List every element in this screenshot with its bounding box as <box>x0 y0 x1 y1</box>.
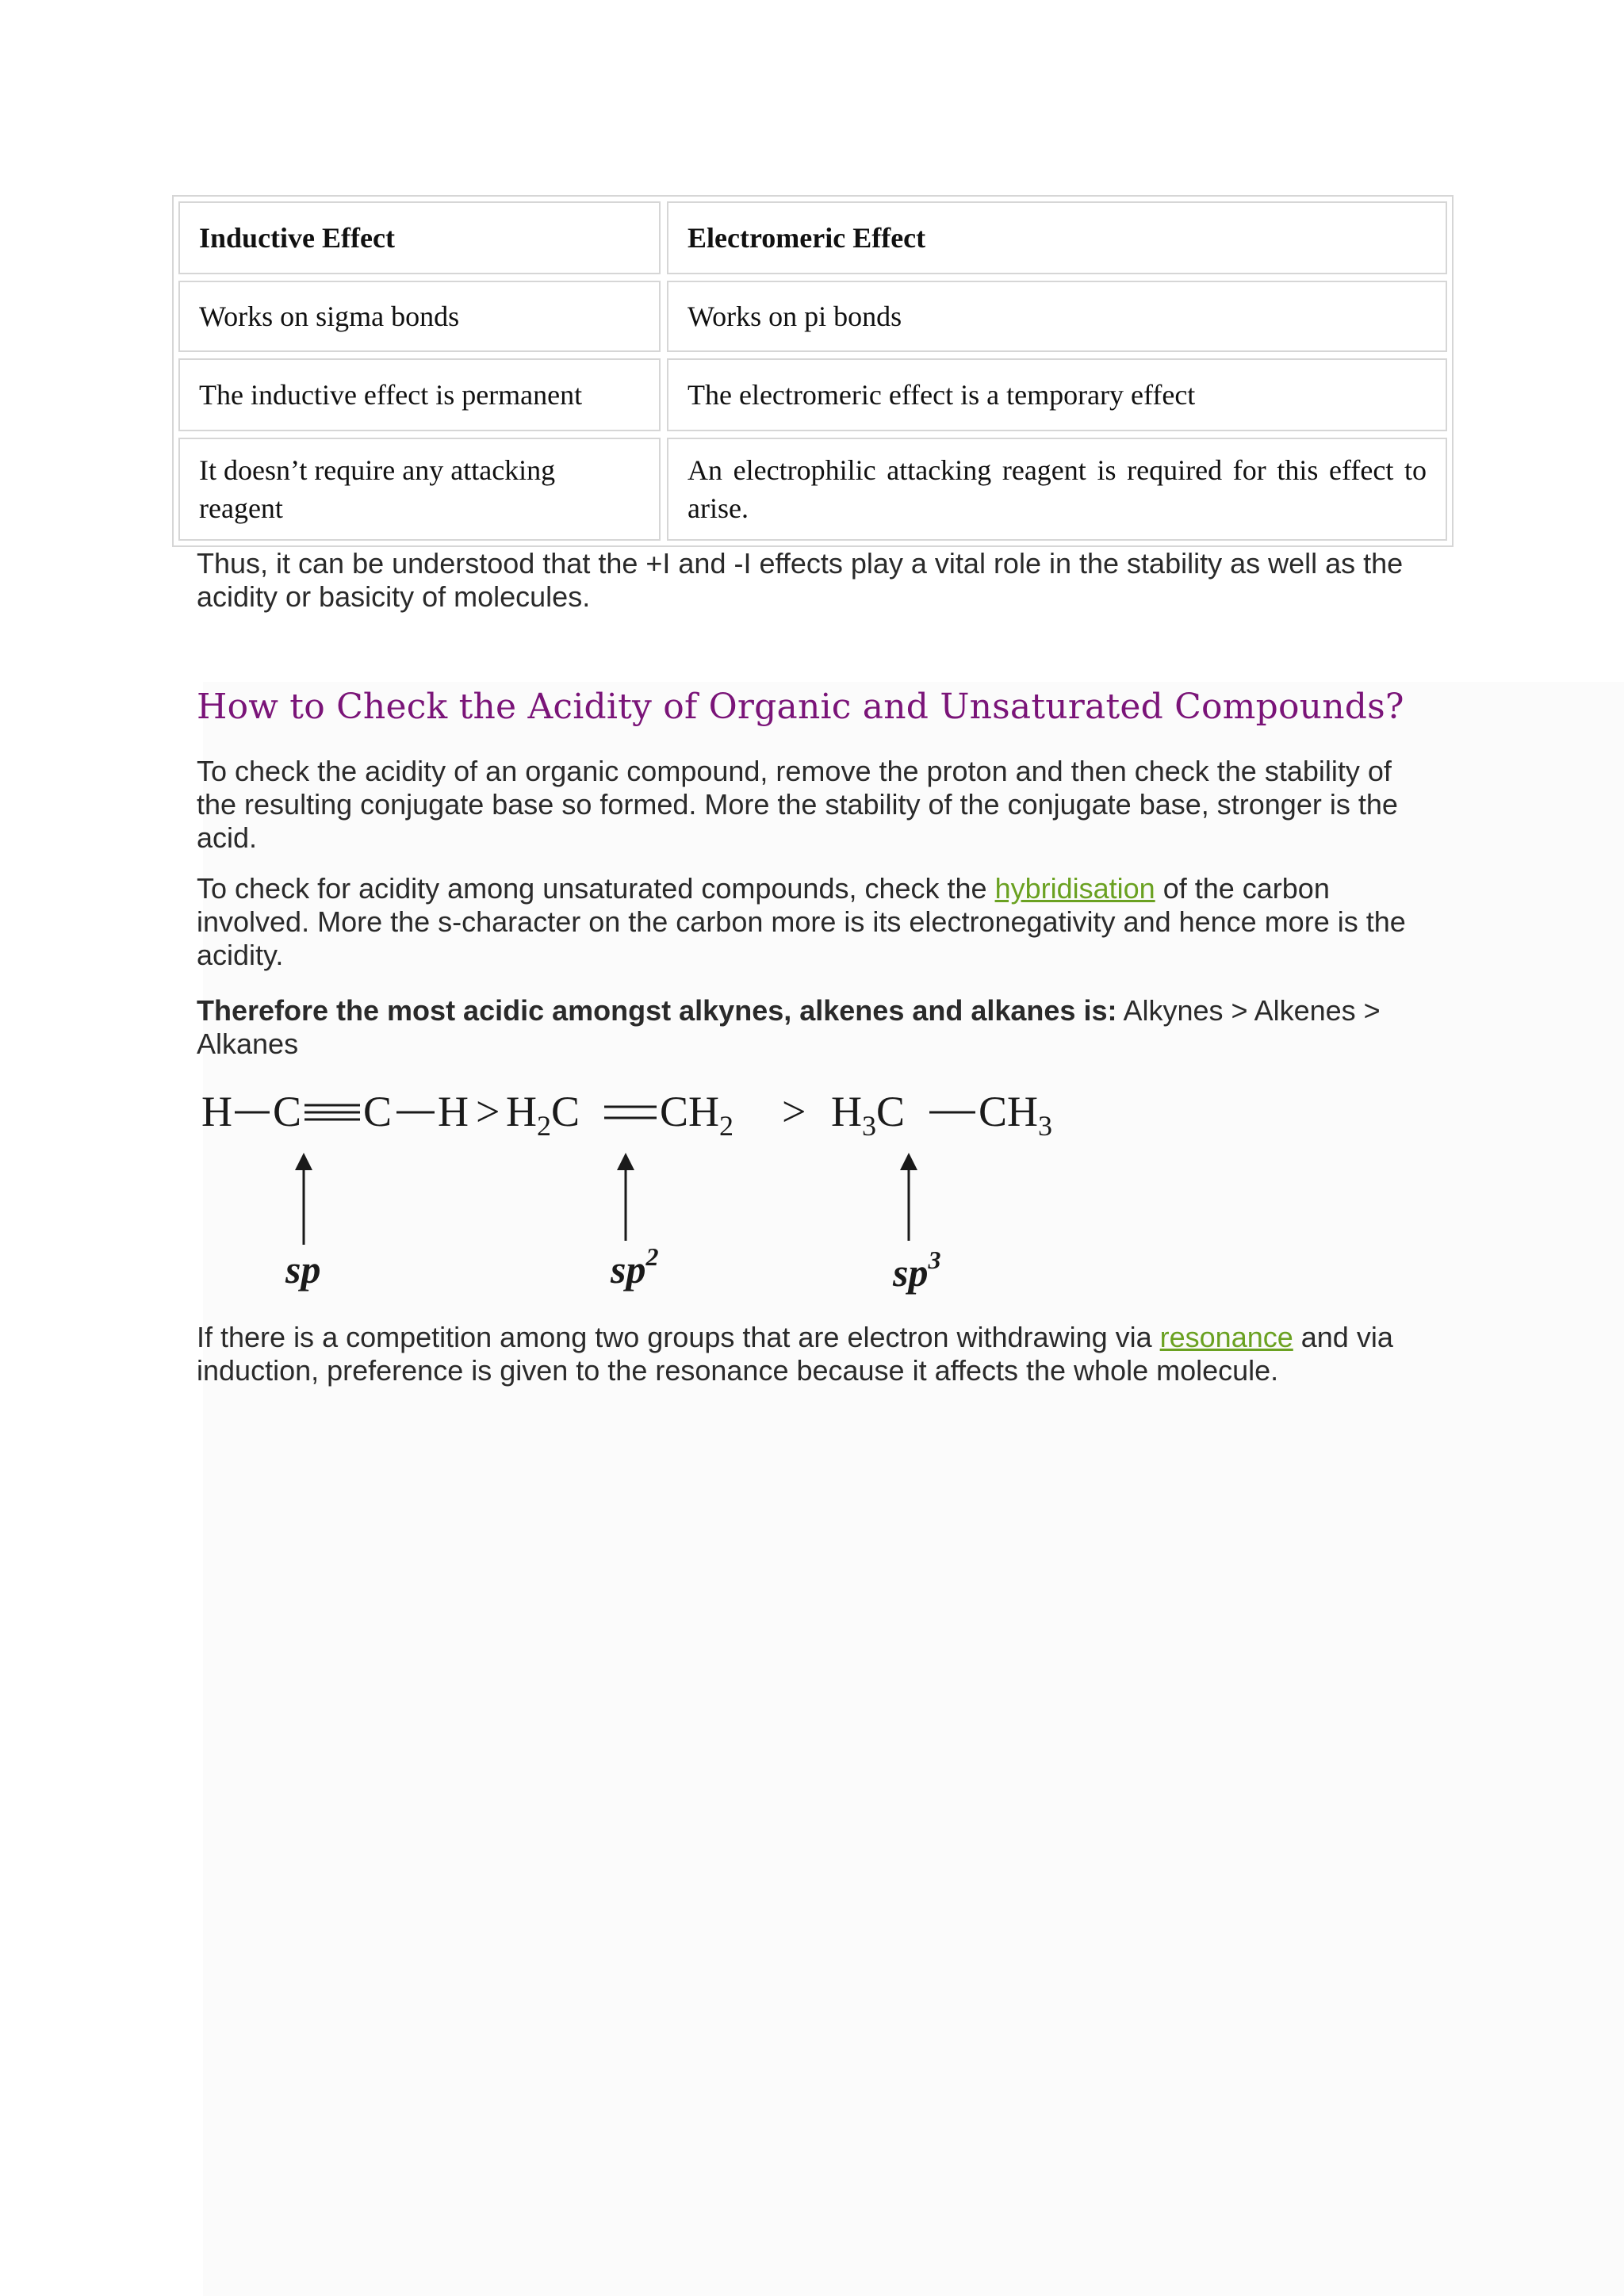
arrow-up-icon <box>617 1153 634 1241</box>
arrow-up-icon <box>900 1153 917 1241</box>
header-inductive-effect: Inductive Effect <box>178 201 661 274</box>
alkyne-h-right: H <box>438 1088 469 1135</box>
table-header-row <box>178 201 1447 274</box>
table-row <box>178 281 1447 352</box>
greater-than-symbol: > <box>782 1088 806 1135</box>
acidity-order-text: Alkynes > Alkenes > Alkanes <box>197 994 1381 1060</box>
resonance-paragraph <box>197 1321 1434 1387</box>
alkene-h2c: $H_2C$ <box>506 1088 580 1142</box>
section-heading: How to Check the Acidity of Organic and Unsaturated Compounds? <box>197 687 1404 727</box>
alkyne-h-left: H <box>201 1088 232 1135</box>
alkyne-c2: C <box>363 1088 393 1135</box>
alkane-h3c: $H_3C$ <box>831 1088 906 1142</box>
resonance-link[interactable]: resonance <box>1159 1321 1293 1353</box>
paragraph-text: and via induction, preference is given to the resonance because it affects the whole molecule. <box>197 1321 1393 1387</box>
acidity-order-lead: Therefore the most acidic amongst alkynes, alkenes and alkanes is: <box>197 994 1117 1027</box>
table-cell: An electrophilic attacking reagent is required for this effect to arise. <box>667 438 1447 541</box>
double-bond <box>604 1107 657 1118</box>
alkane-ch3: $CH_3$ <box>979 1088 1053 1142</box>
arrow-up-icon <box>295 1153 312 1245</box>
table-cell: Works on pi bonds <box>667 281 1447 352</box>
acidity-formula-figure <box>197 1078 1069 1300</box>
table-cell: The electromeric effect is a temporary effect <box>667 358 1447 431</box>
hybridisation-link[interactable]: hybridisation <box>994 872 1155 905</box>
header-electromeric-effect: Electromeric Effect <box>667 201 1447 274</box>
paragraph-text: If there is a competition among two groups that are electron withdrawing via <box>197 1321 1160 1353</box>
table-row <box>178 438 1447 541</box>
paragraph-text: To check for acidity among unsaturated compounds, check the <box>197 872 995 905</box>
hybridisation-label-sp2: $sp^2$ <box>611 1242 659 1292</box>
comparison-table <box>172 195 1454 547</box>
acidity-paragraph: To check the acidity of an organic compound, remove the proton and then check the stability of the resulting conjugate base so formed. More the stability of the conjugate base, stronger is the acid. <box>197 755 1398 854</box>
paragraph-text: of the carbon involved. More the s-character on the carbon more is its electronegativity and hence more is the acidity. <box>197 872 1406 971</box>
alkyne-c1: C <box>273 1088 302 1135</box>
table-row <box>178 358 1447 431</box>
hybridisation-label-sp: sp <box>285 1247 321 1292</box>
table-cell: Works on sigma bonds <box>178 281 661 352</box>
alkene-ch2: $CH_2$ <box>660 1088 734 1142</box>
greater-than-symbol: > <box>476 1088 500 1135</box>
table-cell: The inductive effect is permanent <box>178 358 661 431</box>
triple-bond <box>304 1105 360 1119</box>
acidity-order-paragraph <box>197 994 1434 1061</box>
table-cell: It doesn’t require any attacking reagent <box>178 438 661 541</box>
hybridisation-label-sp3: $sp^3$ <box>893 1246 941 1295</box>
intro-paragraph: Thus, it can be understood that the +I and -I effects play a vital role in the stability as well as the acidity or basicity of molecules. <box>197 547 1404 613</box>
hybridisation-paragraph <box>197 872 1434 972</box>
